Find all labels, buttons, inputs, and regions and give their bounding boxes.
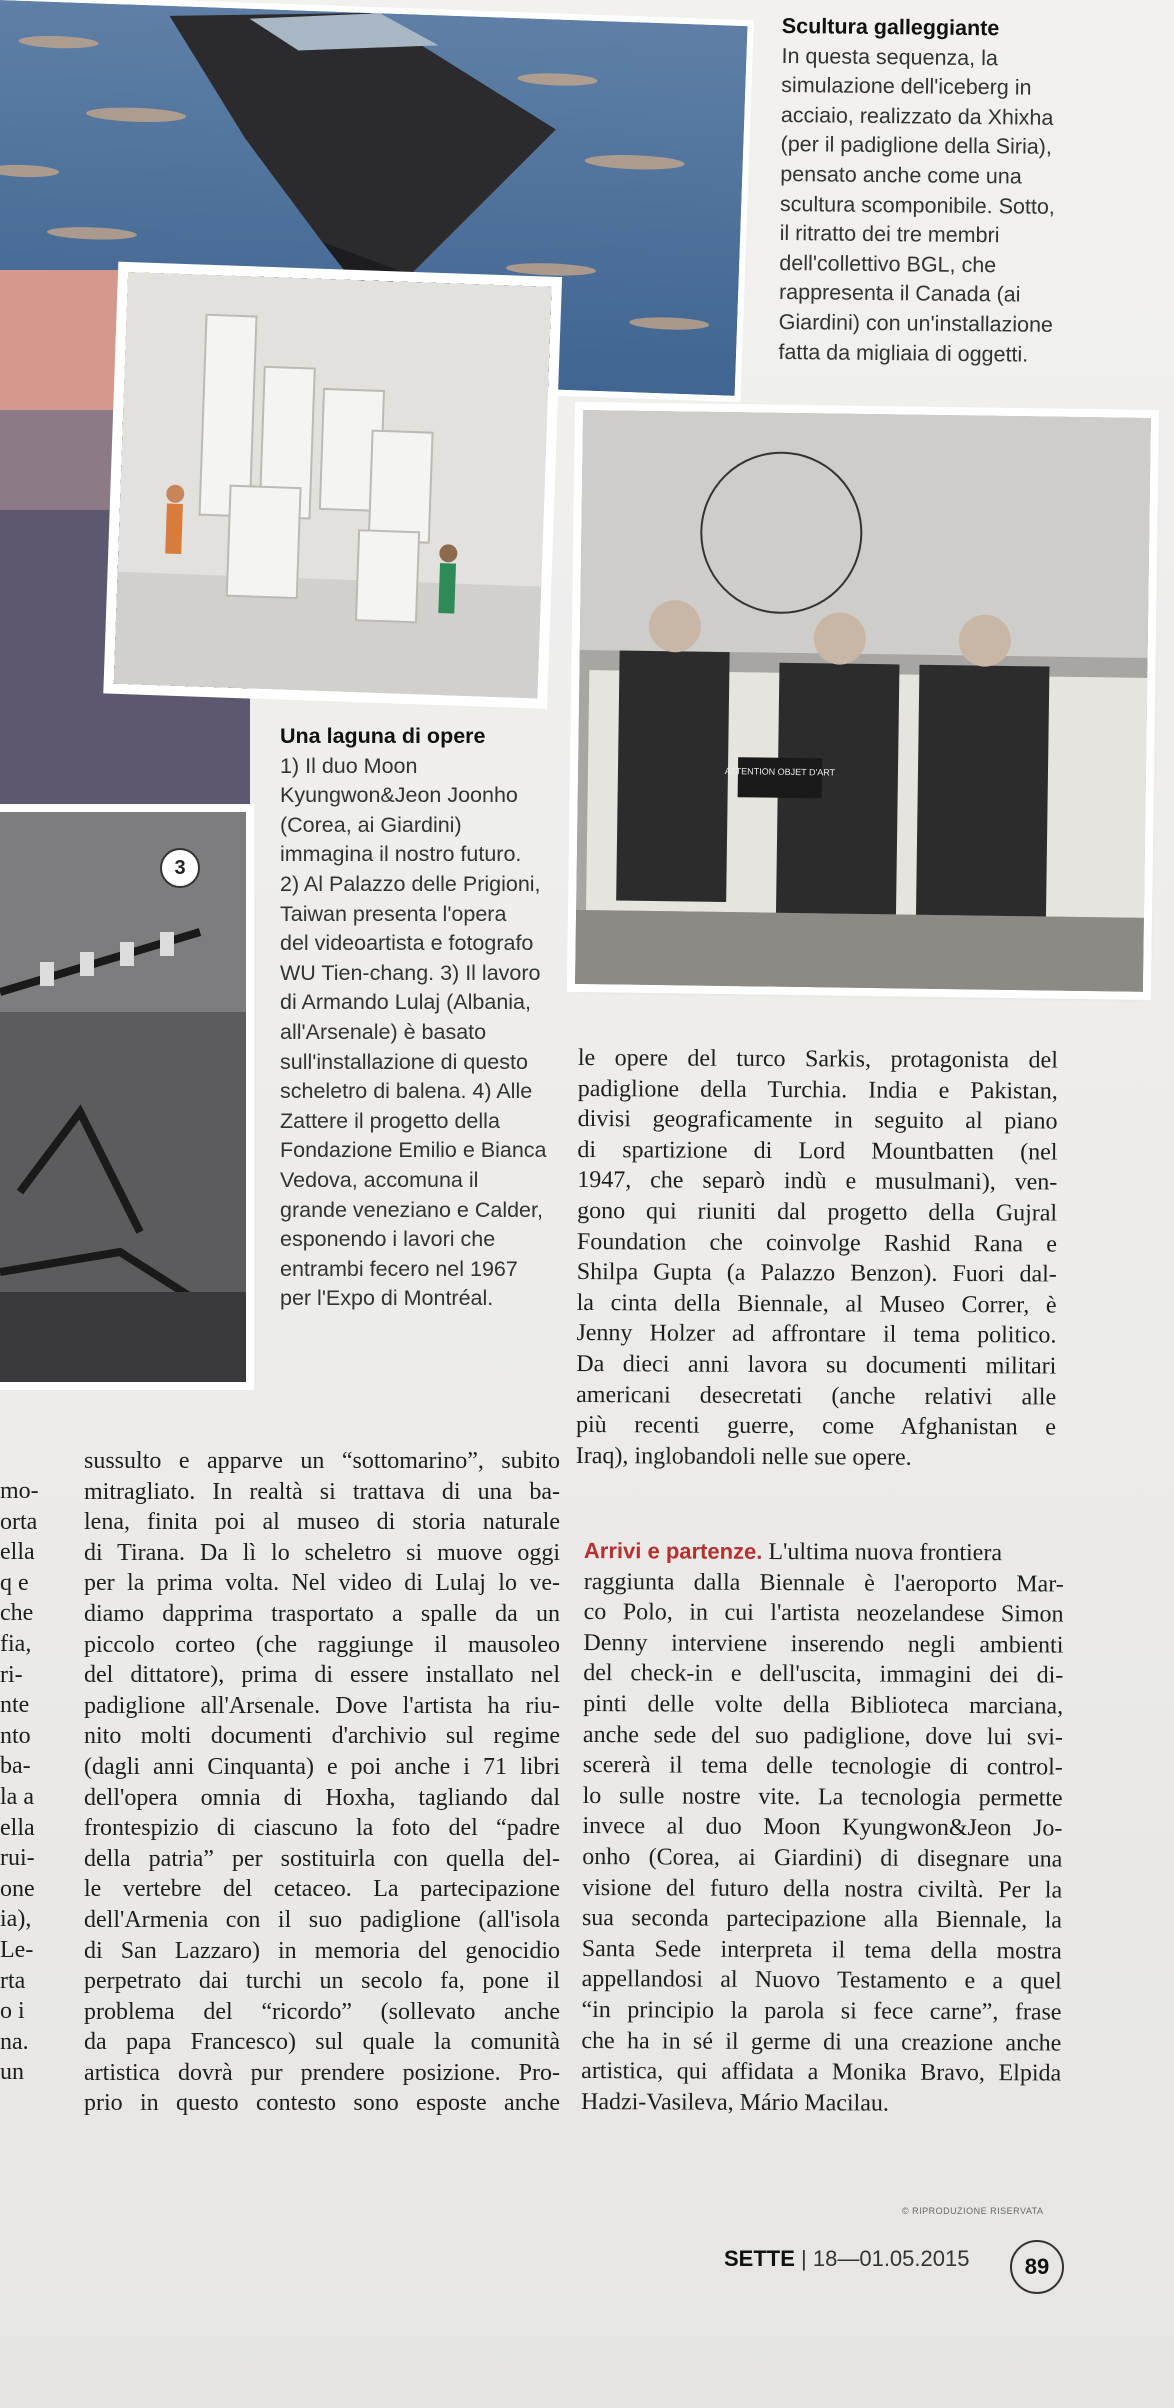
caption-laguna xyxy=(280,722,580,1314)
caption-line: (Corea, ai Giardini) xyxy=(280,812,462,837)
article-line: artistica dovrà pur prendere posizione. Pro- xyxy=(84,2059,560,2086)
article-line: mitragliato. In realtà si trattava di una ba- xyxy=(84,1478,560,1505)
article-line: L'ultima nuova frontiera xyxy=(762,1538,1003,1567)
article-line: gono qui riuniti dal progetto della Gujral xyxy=(577,1197,1058,1227)
article-line: della patria” per sostituirla con quella del- xyxy=(84,1845,560,1872)
article-line: Hadzi-Vasileva, Mário Macilau. xyxy=(580,2088,889,2117)
article-line: americani desecretati (anche relativi alle xyxy=(576,1381,1057,1411)
article-line: Jenny Holzer ad affrontare il tema politico. xyxy=(576,1320,1057,1349)
caption-line: dell'collettivo BGL, che xyxy=(779,250,997,278)
caption-line: grande veneziano e Calder, xyxy=(280,1197,543,1222)
caption-line: Taiwan presenta l'opera xyxy=(280,901,507,926)
article-line: Shilpa Gupta (a Palazzo Benzon). Fuori dal- xyxy=(576,1259,1057,1288)
article-line: appellandosi al Nuovo Testamento e a quel xyxy=(581,1966,1062,1995)
article-column-middle xyxy=(84,1446,560,2119)
fragment-line: one xyxy=(0,1875,35,1902)
page-folio xyxy=(724,2246,1064,2286)
fragment-line: ia), xyxy=(0,1906,32,1933)
article-line: invece al duo Moon Kyungwon&Jeon Jo- xyxy=(582,1813,1063,1842)
fragment-line: o i xyxy=(0,1998,25,2025)
caption-line: (per il padiglione della Siria), xyxy=(780,132,1053,160)
article-line: piccolo corteo (che raggiunge il mausoleo xyxy=(84,1631,560,1658)
article-line: di spartizione di Lord Mountbatten (nel xyxy=(577,1136,1058,1166)
caption-line: all'Arsenale) è basato xyxy=(280,1019,487,1044)
fragment-line: ella xyxy=(0,1539,35,1566)
article-line: padiglione della Turchia. India e Pakistan, xyxy=(577,1075,1058,1105)
article-line: del check-in e dell'uscita, immagini dei di- xyxy=(583,1660,1064,1689)
caption-line: rappresenta il Canada (ai xyxy=(778,280,1021,307)
caption-line: Kyungwon&Jeon Joonho xyxy=(280,783,518,808)
caption-line: il ritratto dei tre membri xyxy=(779,221,1000,248)
article-line: nito molti documenti d'archivio sul regime xyxy=(84,1723,560,1750)
article-line: prio in questo contesto sono esposte anche xyxy=(84,2090,560,2117)
article-line: onho (Corea, ai Giardini) di disegnare una xyxy=(582,1843,1063,1873)
whale-skeleton-photo xyxy=(0,812,246,1382)
magazine-name: SETTE xyxy=(724,2246,795,2271)
article-line: Da dieci anni lavora su documenti militari xyxy=(576,1350,1057,1380)
article-line: anche sede del suo padiglione, dove lui svi- xyxy=(582,1721,1064,1751)
article-line: per la prima volta. Nel video di Lulaj lo ve- xyxy=(84,1570,560,1597)
article-line: dell'Armenia con il suo padiglione (all'isola xyxy=(84,1906,560,1933)
caption-line: 2) Al Palazzo delle Prigioni, xyxy=(280,871,541,896)
issue-date: 18—01.05.2015 xyxy=(812,2246,970,2271)
caption-line: entrambi fecero nel 1967 xyxy=(280,1256,518,1281)
article-line: problema del “ricordo” (sollevato anche xyxy=(84,1998,560,2025)
fragment-line: mo- xyxy=(0,1478,39,1504)
article-line: Iraq), inglobandoli nelle sue opere. xyxy=(575,1442,912,1471)
caption-line: Giardini) con un'installazione xyxy=(778,309,1054,337)
article-line: perpetrato dai turchi un secolo fa, pone il xyxy=(84,1968,560,1995)
caption-line: scultura scomponibile. Sotto, xyxy=(779,191,1055,219)
caption-line: esponendo i lavori che xyxy=(280,1227,496,1252)
article-column-right-top xyxy=(576,1043,1058,1474)
page-number: 89 xyxy=(1010,2240,1064,2294)
article-line: divisi geograficamente in seguito al piano xyxy=(577,1106,1058,1135)
copyright-notice: © RIPRODUZIONE RISERVATA xyxy=(902,2206,1044,2216)
article-line: scererà il tema delle tecnologie di control- xyxy=(582,1752,1063,1781)
caption-line: 1) Il duo Moon xyxy=(280,753,418,778)
korea-installation-photo xyxy=(114,272,552,699)
article-line: diamo dapprima trasportato a spalle da un xyxy=(84,1600,560,1627)
caption-line: scheletro di balena. 4) Alle xyxy=(280,1079,533,1104)
article-line: Foundation che coinvolge Rashid Rana e xyxy=(576,1228,1058,1258)
article-line: co Polo, in cui l'artista neozelandese Simon xyxy=(583,1599,1064,1628)
folio-separator: | xyxy=(801,2246,807,2271)
article-line: lo sulle nostre vite. La tecnologia permette xyxy=(582,1782,1063,1812)
fragment-line: nto xyxy=(0,1722,31,1749)
article-line: (dagli anni Cinquanta) e poi anche i 71 libri xyxy=(84,1753,560,1780)
fragment-line: fia, xyxy=(0,1630,32,1657)
fragment-line: un xyxy=(0,2059,24,2086)
fragment-line: orta xyxy=(0,1508,38,1535)
caption-title: Scultura galleggiante xyxy=(781,13,1000,41)
caption-line: Vedova, accomuna il xyxy=(280,1167,479,1192)
article-line: sua seconda partecipazione alla Biennale, la xyxy=(581,1905,1063,1934)
left-column-fragments xyxy=(0,1476,56,2088)
article-line: da papa Francesco) sul quale la comunità xyxy=(84,2029,560,2056)
article-line: 1947, che separò indù e musulmani), ven- xyxy=(577,1167,1058,1196)
article-line: la cinta della Biennale, al Museo Correr, è xyxy=(576,1289,1057,1319)
fragment-line: q e xyxy=(0,1569,29,1596)
caption-line: pensato anche come una xyxy=(780,161,1022,189)
caption-line: Zattere il progetto della xyxy=(280,1108,500,1133)
article-line-lead xyxy=(584,1536,1064,1569)
article-line: dell'opera omnia di Hoxha, tagliando dal xyxy=(84,1784,560,1811)
article-line: più recenti guerre, come Afghanistan e xyxy=(575,1412,1057,1441)
article-line: padiglione all'Arsenale. Dove l'artista ha riu- xyxy=(84,1692,560,1719)
fragment-line: Le- xyxy=(0,1936,34,1963)
fragment-line: rui- xyxy=(0,1845,35,1872)
fragment-line: la a xyxy=(0,1783,34,1810)
article-line: frontespizio di ciascuno la foto del “padre xyxy=(84,1815,560,1842)
article-line: sussulto e apparve un “sottomarino”, subito xyxy=(84,1448,560,1474)
object-art-sign: ATTENTION OBJET D'ART xyxy=(724,766,836,778)
article-line: di Tirana. Da lì lo scheletro si muove oggi xyxy=(84,1539,560,1566)
fragment-line: nte xyxy=(0,1692,30,1719)
caption-line: WU Tien-chang. 3) Il lavoro xyxy=(280,960,541,985)
caption-line: immagina il nostro futuro. xyxy=(280,842,522,867)
article-line: visione del futuro della nostra civiltà. Per la xyxy=(582,1874,1063,1904)
article-line: le vertebre del cetaceo. La partecipazione xyxy=(84,1876,560,1903)
article-line: raggiunta dalla Biennale è l'aeroporto Mar- xyxy=(583,1568,1064,1598)
fragment-line: rta xyxy=(0,1967,26,1994)
fragment-line: che xyxy=(0,1600,34,1627)
article-line: di San Lazzaro) in memoria del genocidio xyxy=(84,1937,560,1964)
article-line: che ha in sé il germe di una creazione anche xyxy=(581,2027,1062,2057)
caption-line: del videoartista e fotografo xyxy=(280,931,534,956)
fragment-line: na. xyxy=(0,2028,29,2055)
caption-line: acciaio, realizzato da Xhixha xyxy=(780,102,1054,130)
bgl-collective-photo xyxy=(575,410,1151,992)
fragment-line: ella xyxy=(0,1814,35,1841)
fragment-line: ri- xyxy=(0,1661,23,1688)
photo-number-badge: 3 xyxy=(160,848,200,888)
section-lead: Arrivi e partenze. xyxy=(583,1538,763,1564)
caption-line: per l'Expo di Montréal. xyxy=(280,1286,494,1311)
caption-line: simulazione dell'iceberg in xyxy=(781,73,1032,100)
fragment-line: ba- xyxy=(0,1753,31,1780)
caption-line: Fondazione Emilio e Bianca xyxy=(280,1138,547,1163)
caption-line: di Armando Lulaj (Albania, xyxy=(280,990,531,1015)
caption-title: Una laguna di opere xyxy=(280,724,486,748)
caption-line: sull'installazione di questo xyxy=(280,1049,528,1074)
article-line: del dittatore), prima di essere installato nel xyxy=(84,1662,560,1689)
caption-line: In questa sequenza, la xyxy=(781,43,999,70)
article-line: lena, finita poi al museo di storia naturale xyxy=(84,1509,560,1536)
article-line: artistica, qui affidata a Monika Bravo, Elpida xyxy=(581,2058,1062,2087)
article-line: le opere del turco Sarkis, protagonista del xyxy=(577,1045,1058,1074)
caption-line: fatta da migliaia di oggetti. xyxy=(778,339,1029,367)
article-line: Denny interviene inserendo negli ambienti xyxy=(583,1629,1064,1659)
article-line: pinti delle volte della Biblioteca marciana, xyxy=(583,1690,1064,1720)
article-line: Santa Sede interpreta il tema della mostra xyxy=(581,1935,1062,1965)
caption-iceberg xyxy=(778,12,1082,370)
article-line: “in principio la parola si fece carne”, frase xyxy=(581,1996,1062,2026)
article-column-right-bottom xyxy=(581,1536,1064,2120)
